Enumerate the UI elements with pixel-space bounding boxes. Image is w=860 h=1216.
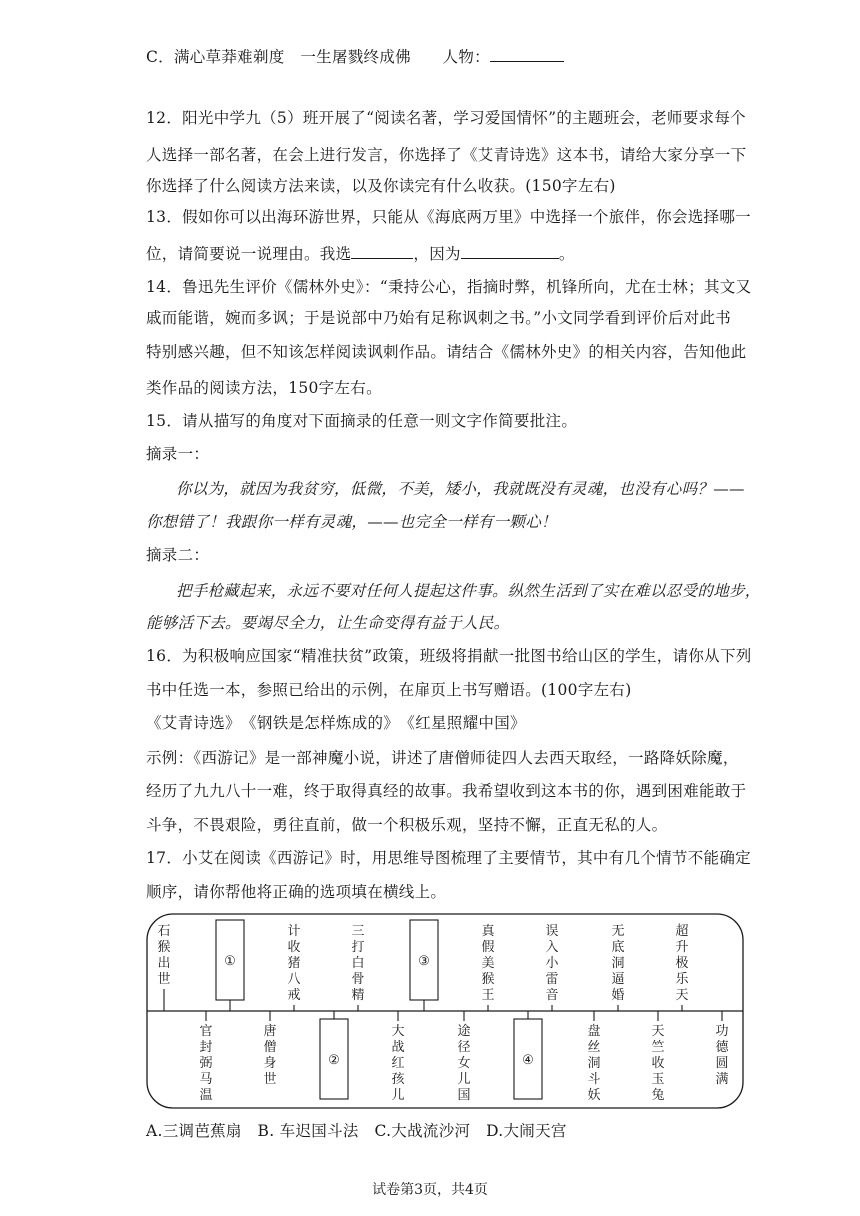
svg-text:孩: 孩 — [391, 1072, 405, 1087]
svg-text:途: 途 — [457, 1024, 471, 1039]
svg-text:女: 女 — [457, 1056, 471, 1071]
svg-text:盘: 盘 — [587, 1024, 601, 1039]
svg-text:僧: 僧 — [263, 1040, 277, 1055]
svg-text:美: 美 — [481, 956, 495, 971]
question-13-line-1: 13．假如你可以出海环游世界，只能从《海底两万里》中选择一个旅伴，你会选择哪一 — [146, 208, 751, 226]
mind-map-top-item-6 — [545, 924, 559, 1011]
answer-blank[interactable] — [461, 243, 559, 259]
svg-text:天: 天 — [651, 1024, 665, 1039]
mind-map-top-item-4[interactable] — [410, 920, 438, 1011]
question-13-text-a: 位，请简要说一说理由。我选 — [146, 245, 352, 263]
svg-text:封: 封 — [199, 1040, 213, 1055]
svg-text:大: 大 — [391, 1024, 405, 1039]
mind-map-top-item-8 — [675, 923, 689, 1011]
svg-text:世: 世 — [263, 1072, 277, 1087]
svg-text:八: 八 — [287, 972, 301, 987]
svg-text:斗: 斗 — [587, 1072, 601, 1087]
svg-text:④: ④ — [522, 1053, 534, 1068]
svg-text:乐: 乐 — [675, 972, 689, 987]
mind-map-top-item-0 — [157, 924, 170, 1011]
svg-text:无: 无 — [611, 924, 625, 939]
question-11c-line — [146, 46, 564, 67]
svg-text:德: 德 — [715, 1040, 729, 1055]
question-14-line-4: 类作品的阅读方法，150字左右。 — [146, 379, 382, 397]
question-16-line-2: 书中任选一本，参照已给出的示例，在扉页上书写赠语。(100字左右) — [146, 681, 632, 699]
svg-text:②: ② — [328, 1053, 340, 1068]
answer-blank[interactable] — [351, 243, 413, 259]
svg-text:国: 国 — [457, 1088, 471, 1103]
example-line-2: 经历了九九八十一难，终于取得真经的故事。我希望收到这本书的你，遇到困难能敢于 — [146, 782, 747, 800]
mind-map-top-item-2 — [287, 923, 300, 1011]
svg-text:假: 假 — [481, 940, 495, 955]
svg-text:①: ① — [224, 954, 236, 969]
question-14-line-1: 14．鲁迅先生评价《儒林外史》：“秉持公心，指摘时弊，机锋所向，尤在士林；其文又 — [146, 278, 752, 296]
svg-text:猴: 猴 — [481, 972, 495, 987]
options-line: A.三调芭蕉扇 B. 车迟国斗法 C.大战流沙河 D.大闹天宫 — [146, 1122, 567, 1140]
question-12-line-3: 你选择了什么阅读方法来读，以及你读完有什么收获。(150字左右) — [146, 177, 616, 195]
question-15-line: 15．请从描写的角度对下面摘录的任意一则文字作简要批注。 — [146, 412, 578, 430]
svg-text:洞: 洞 — [611, 956, 625, 971]
svg-text:满: 满 — [715, 1072, 729, 1087]
svg-text:弼: 弼 — [199, 1056, 213, 1071]
svg-text:妖: 妖 — [587, 1088, 601, 1103]
svg-text:世: 世 — [157, 972, 171, 987]
book-list: 《艾青诗选》 《钢铁是怎样炼成的》 《红星照耀中国》 — [146, 714, 526, 732]
svg-text:极: 极 — [675, 956, 689, 971]
example-line-3: 斗争，不畏艰险，勇往直前，做一个积极乐观，坚持不懈，正直无私的人。 — [146, 816, 668, 834]
mind-map-bottom-item-0 — [199, 1011, 212, 1103]
svg-text:儿: 儿 — [457, 1072, 471, 1087]
svg-text:竺: 竺 — [651, 1040, 665, 1055]
svg-text:小: 小 — [545, 956, 559, 971]
svg-text:温: 温 — [199, 1088, 213, 1103]
svg-text:战: 战 — [391, 1040, 405, 1055]
question-12-line-1: 12．阳光中学九（5）班开展了“阅读名著，学习爱国情怀”的主题班会，老师要求每个 — [146, 109, 746, 127]
svg-text:收: 收 — [651, 1056, 665, 1071]
svg-text:玉: 玉 — [651, 1072, 665, 1087]
question-13-text-c: 。 — [558, 245, 575, 263]
svg-text:精: 精 — [351, 988, 365, 1003]
svg-text:音: 音 — [545, 988, 559, 1003]
question-17-line-2: 顺序，请你帮他将正确的选项填在横线上。 — [146, 883, 447, 901]
mind-map-bottom-item-7 — [651, 1011, 664, 1103]
mind-map-top-item-7 — [611, 924, 624, 1011]
question-16-line-1: 16．为积极响应国家“精准扶贫”政策，班级将捐献一批图书给山区的学生，请你从下列 — [146, 647, 752, 665]
svg-text:唐: 唐 — [263, 1024, 277, 1039]
mind-map-top-item-5 — [481, 924, 495, 1011]
mind-map-top-item-1[interactable] — [216, 920, 244, 1011]
question-14-line-2: 戚而能谐，婉而多讽；于是说部中乃始有足称讽刺之书。”小文同学看到评价后对此书 — [146, 309, 732, 327]
svg-text:兔: 兔 — [651, 1088, 665, 1103]
svg-text:逼: 逼 — [611, 972, 625, 987]
mind-map-bottom-item-5[interactable] — [514, 1011, 542, 1099]
question-13-text-b: ，因为 — [413, 245, 461, 263]
question-14-line-3: 特别感兴趣，但不知该怎样阅读讽刺作品。请结合《儒林外史》的相关内容，告知他此 — [146, 343, 747, 361]
mind-map-bottom-item-3 — [391, 1011, 405, 1103]
svg-text:超: 超 — [675, 924, 689, 939]
svg-text:误: 误 — [545, 924, 559, 939]
excerpt-1-line-2: 你想错了！我跟你一样有灵魂，——也完全一样有一颗心！ — [146, 513, 557, 531]
svg-text:打: 打 — [351, 940, 365, 955]
answer-blank[interactable] — [490, 46, 564, 62]
svg-text:升: 升 — [675, 940, 689, 955]
svg-text:③: ③ — [418, 954, 430, 969]
excerpt-2-line-2: 能够活下去。要竭尽全力，让生命变得有益于人民。 — [146, 614, 510, 632]
svg-text:功: 功 — [715, 1024, 729, 1039]
svg-text:儿: 儿 — [391, 1088, 405, 1103]
example-line-1: 示例：《西游记》是一部神魔小说，讲述了唐僧师徒四人去西天取经，一路降妖除魔， — [146, 749, 739, 767]
svg-text:圆: 圆 — [715, 1056, 729, 1071]
svg-text:白: 白 — [351, 956, 365, 971]
question-12-line-2: 人选择一部名著，在会上进行发言，你选择了《艾青诗选》这本书，请给大家分享一下 — [146, 146, 747, 164]
page-footer: 试卷第3页，共4页 — [372, 1182, 488, 1198]
svg-text:真: 真 — [481, 924, 495, 939]
svg-text:出: 出 — [157, 956, 171, 971]
svg-text:马: 马 — [199, 1072, 213, 1087]
mind-map-bottom-item-1 — [263, 1011, 276, 1087]
svg-text:骨: 骨 — [351, 972, 365, 987]
svg-text:收: 收 — [287, 940, 301, 955]
excerpt-1-line-1: 你以为，就因为我贫穷，低微，不美，矮小，我就既没有灵魂，也没有心吗？—— — [176, 480, 745, 498]
svg-text:丝: 丝 — [587, 1040, 601, 1055]
excerpt-1-label: 摘录一： — [146, 445, 210, 463]
svg-text:天: 天 — [675, 988, 689, 1003]
svg-text:径: 径 — [457, 1040, 471, 1055]
svg-text:雷: 雷 — [545, 972, 559, 987]
question-13-line-2 — [146, 243, 575, 264]
svg-text:三: 三 — [351, 924, 365, 939]
question-11c-text: C．满心草莽难剃度 一生屠戮终成佛 人物： — [146, 48, 490, 66]
svg-text:计: 计 — [287, 924, 301, 939]
mind-map-bottom-item-6 — [587, 1011, 600, 1103]
svg-text:身: 身 — [263, 1056, 277, 1071]
mind-map-top-item-3 — [351, 924, 364, 1011]
svg-text:官: 官 — [199, 1024, 213, 1039]
mind-map-bottom-item-2[interactable] — [320, 1011, 348, 1099]
svg-text:石: 石 — [157, 924, 171, 939]
svg-text:王: 王 — [481, 988, 495, 1003]
svg-text:戒: 戒 — [287, 988, 301, 1003]
svg-text:猪: 猪 — [287, 956, 301, 971]
mind-map-diagram — [146, 913, 744, 1109]
svg-text:猴: 猴 — [157, 940, 171, 955]
svg-text:入: 入 — [545, 940, 559, 955]
excerpt-2-label: 摘录二： — [146, 546, 210, 564]
excerpt-2-line-1: 把手枪藏起来，永远不要对任何人提起这件事。纵然生活到了实在难以忍受的地步， — [176, 582, 761, 600]
svg-text:婚: 婚 — [611, 988, 625, 1003]
mind-map-bottom-item-8 — [715, 1011, 729, 1087]
svg-text:底: 底 — [611, 940, 625, 955]
svg-text:红: 红 — [391, 1056, 405, 1071]
mind-map-bottom-item-4 — [457, 1011, 470, 1103]
svg-text:洞: 洞 — [587, 1056, 601, 1071]
question-17-line-1: 17．小艾在阅读《西游记》时，用思维导图梳理了主要情节，其中有几个情节不能确定 — [146, 849, 751, 867]
